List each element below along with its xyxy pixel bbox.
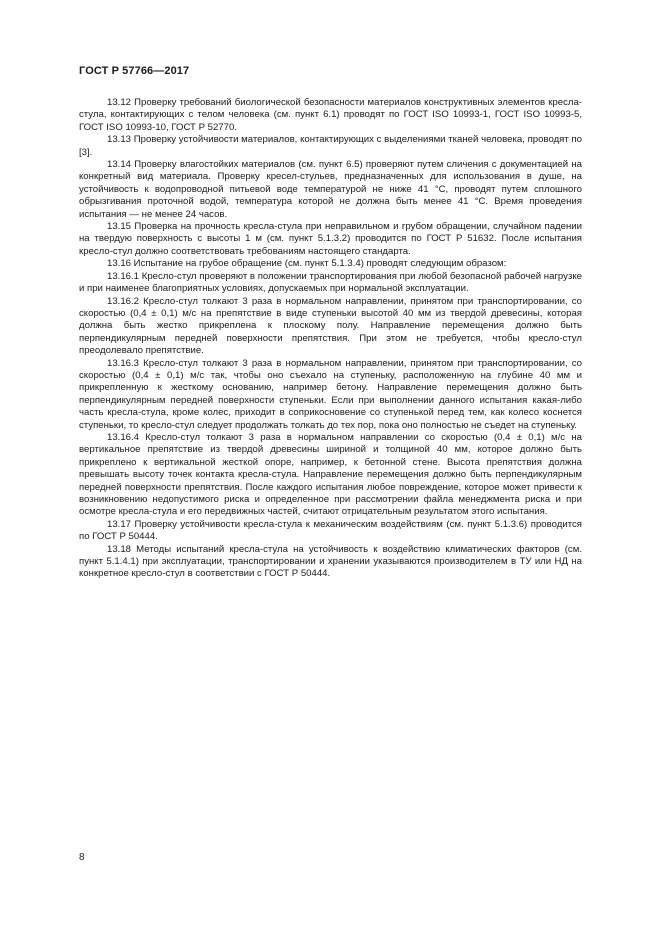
paragraph-13-16-4: 13.16.4 Кресло-стул толкают 3 раза в нормальном направлении со скоростью (0,4 ± 0,1) м/с на вертикальное препятствие из твердой древесины шириной и толщиной 40 мм, которое должно быть прикреплено к вертикальной жесткой опоре, например, к бетонной стене. Высота препятствия должна превышать высоту точек контакта кресла-стула. Направление перемещения должно быть перпендикулярным передней поверхности препятствия. После каждого испытания любое повреждение, которое может привести к возникновению недопустимого риска и определенное при рассмотрении файла менеджмента риска и при осмотре кресла-стула и его передвижных частей, считают отрицательным результатом этого испытания. [79, 431, 582, 518]
paragraph-13-16-3: 13.16.3 Кресло-стул толкают 3 раза в нормальном направлении, принятом при транспортировании, со скоростью (0,4 ± 0,1) м/с так, чтобы оно съехало на ступеньку, расположенную на глубине 40 мм и прикрепленную к жесткому основанию, например бетону. Направление перемещения должно быть перпендикулярным передней поверхности ступеньки. Если при выполнении данного испытания какая-либо часть кресла-стула, кроме колес, приходит в соприкосновение со ступенькой перед тем, как колесо коснется ступеньки, то кресло-стул следует продолжать толкать до тех пор, пока оно полностью не съедет на ступеньку. [79, 357, 582, 431]
paragraph-13-14: 13.14 Проверку влагостойких материалов (см. пункт 6.5) проверяют путем сличения с документацией на конкретный вид материала. Проверку кресел-стульев, предназначенных для использования в душе, на устойчивость к водопроводной питьевой воде температурой не ниже 41 °С, проводят путем сплошного обрызгивания проточной водой, температура которой не должна быть менее 41 °С. Время проведения испытания — не менее 24 часов. [79, 159, 582, 220]
paragraph-13-18: 13.18 Методы испытаний кресла-стула на устойчивость к воздействию климатических факторов (см. пункт 5.1.4.1) при эксплуатации, транспортировании и хранении указываются производителем в ТУ или НД на конкретное кресло-стул в соответствии с ГОСТ Р 50444. [79, 543, 582, 580]
paragraph-13-15: 13.15 Проверка на прочность кресла-стула при неправильном и грубом обращении, случайном падении на твердую поверхность с высоты 1 м (см. пункт 5.1.3.2) проводится по ГОСТ Р 51632. После испытания кресло-стул должно соответствовать требованиям настоящего стандарта. [79, 221, 582, 257]
paragraph-13-16-1: 13.16.1 Кресло-стул проверяют в положении транспортирования при любой безопасной рабочей нагрузке и при наименее благоприятных условиях, допускаемых при нормальной эксплуатации. [79, 270, 582, 295]
paragraph-13-16-2: 13.16.2 Кресло-стул толкают 3 раза в нормальном направлении, принятом при транспортировании, со скоростью (0,4 ± 0,1) м/с на препятствие в виде ступеньки высотой 40 мм из твердой древесины, которая должна быть жестко прикреплена к плоскому полу. Направление перемещения должно быть перпендикулярным передней поверхности препятствия. При этом не требуется, чтобы кресло-стул преодолевало препятствие. [79, 295, 582, 357]
paragraph-13-16: 13.16 Испытание на грубое обращение (см. пункт 5.1.3.4) проводят следующим образом: [107, 258, 507, 270]
standard-header: ГОСТ Р 57766—2017 [79, 65, 190, 77]
page-number: 8 [79, 852, 85, 863]
document-body [79, 97, 582, 581]
paragraph-13-17: 13.17 Проверку устойчивости кресла-стула к механическим воздействиям (см. пункт 5.1.3.6) проводится по ГОСТ Р 50444. [79, 518, 582, 543]
paragraph-13-13: 13.13 Проверку устойчивости материалов, контактирующих с выделениями тканей человека, проводят по [3]. [79, 134, 582, 158]
paragraph-13-12: 13.12 Проверку требований биологической безопасности материалов конструктивных элементов кресла-стула, контактирующих с телом человека (см. пункт 6.1) проводят по ГОСТ ISO 10993-1, ГОСТ ISO 10993-5, ГОСТ ISO 10993-10, ГОСТ Р 52770. [79, 97, 582, 133]
